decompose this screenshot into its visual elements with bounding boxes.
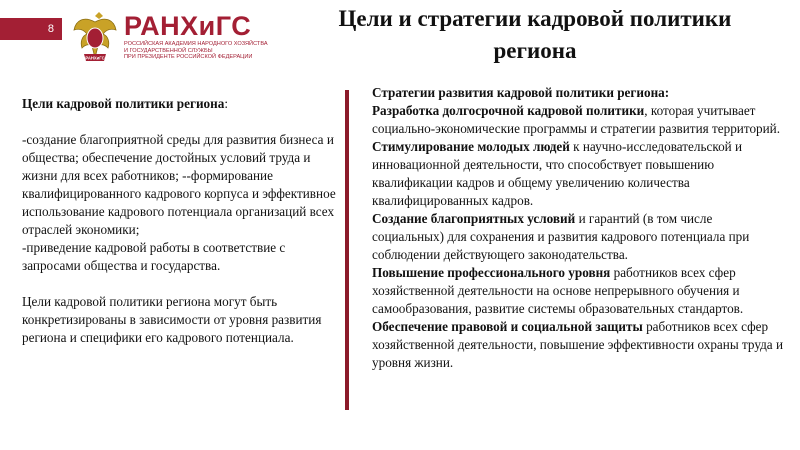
slide-title-line1: Цели и стратегии кадровой политики [338, 6, 732, 31]
logo-subtitle-line: РОССИЙСКАЯ АКАДЕМИЯ НАРОДНОГО ХОЗЯЙСТВА [124, 41, 268, 47]
strategies-column [372, 84, 784, 372]
strategy-item [372, 210, 784, 264]
logo-subtitle-line: ПРИ ПРЕЗИДЕНТЕ РОССИЙСКОЙ ФЕДЕРАЦИИ [124, 54, 253, 61]
strategy-item-text: к научно-исследовательской и инновационной деятельности, что способствует повышению квалификации кадров и общему увеличению количества квалифицированных кадров. [372, 139, 743, 208]
slide-title [290, 3, 780, 67]
strategy-item [372, 138, 784, 210]
strategy-item-title: Обеспечение правовой и социальной защиты [372, 319, 643, 334]
strategy-item-title: Стимулирование молодых людей [372, 139, 570, 154]
goals-column [22, 95, 342, 347]
strategy-item-text: , которая учитывает социально-экономические программы и стратегии развития территорий. [372, 103, 781, 136]
strategy-item-title: Создание благоприятных условий [372, 211, 576, 226]
strategy-item [372, 318, 784, 372]
page-number-badge [0, 18, 62, 40]
strategies-heading-text: Стратегии развития кадровой политики региона: [372, 85, 670, 100]
strategy-item [372, 102, 784, 138]
goals-note: Цели кадровой политики региона могут быть конкретизированы в зависимости от уровня развития региона и специфики его кадрового потенциала. [22, 294, 322, 345]
goals-heading [22, 95, 342, 113]
column-divider [345, 90, 349, 410]
emblem-text: РАНХиГС [85, 55, 105, 61]
strategy-item-text: работников всех сфер хозяйственной деятельности на основе непрерывного обучения и самообразования, развитие системы образовательных стандартов. [372, 265, 744, 316]
logo-subtitle [124, 41, 274, 61]
strategy-item-text: и гарантий (в том числе социальных) для сохранения и развития кадрового потенциала при соблюдении действующего законодательства. [372, 211, 750, 262]
eagle-emblem-icon [72, 10, 118, 66]
logo-subtitle-line: И ГОСУДАРСТВЕННОЙ СЛУЖБЫ [124, 47, 213, 54]
page-number: 8 [47, 23, 54, 35]
spacer [22, 113, 342, 131]
ranepa-logo [72, 8, 272, 68]
strategy-item-title: Разработка долгосрочной кадровой политики [372, 103, 645, 118]
slide-title-line2: региона [493, 38, 577, 63]
goals-heading-colon: : [224, 96, 229, 111]
goals-heading-text: Цели кадровой политики региона [22, 96, 225, 111]
logo-name: РАНХиГС [124, 11, 252, 41]
strategy-item [372, 264, 784, 318]
goal-paragraph: -приведение кадровой работы в соответствие с запросами общества и государства. [22, 240, 286, 273]
strategy-item-title: Повышение профессионального уровня [372, 265, 611, 280]
strategy-item-text: работников всех сфер хозяйственной деятельности, повышение эффективности охраны труда и уровня жизни. [372, 319, 784, 370]
goal-paragraph: -создание благоприятной среды для развития бизнеса и общества; обеспечение достойных условий труда и жизни для всех работников; --формирование квалифицированного кадрового корпуса и эффективное использование кадрового потенциала организаций всех отраслей экономики; [22, 132, 336, 237]
strategies-heading [372, 84, 784, 102]
spacer [22, 275, 342, 293]
